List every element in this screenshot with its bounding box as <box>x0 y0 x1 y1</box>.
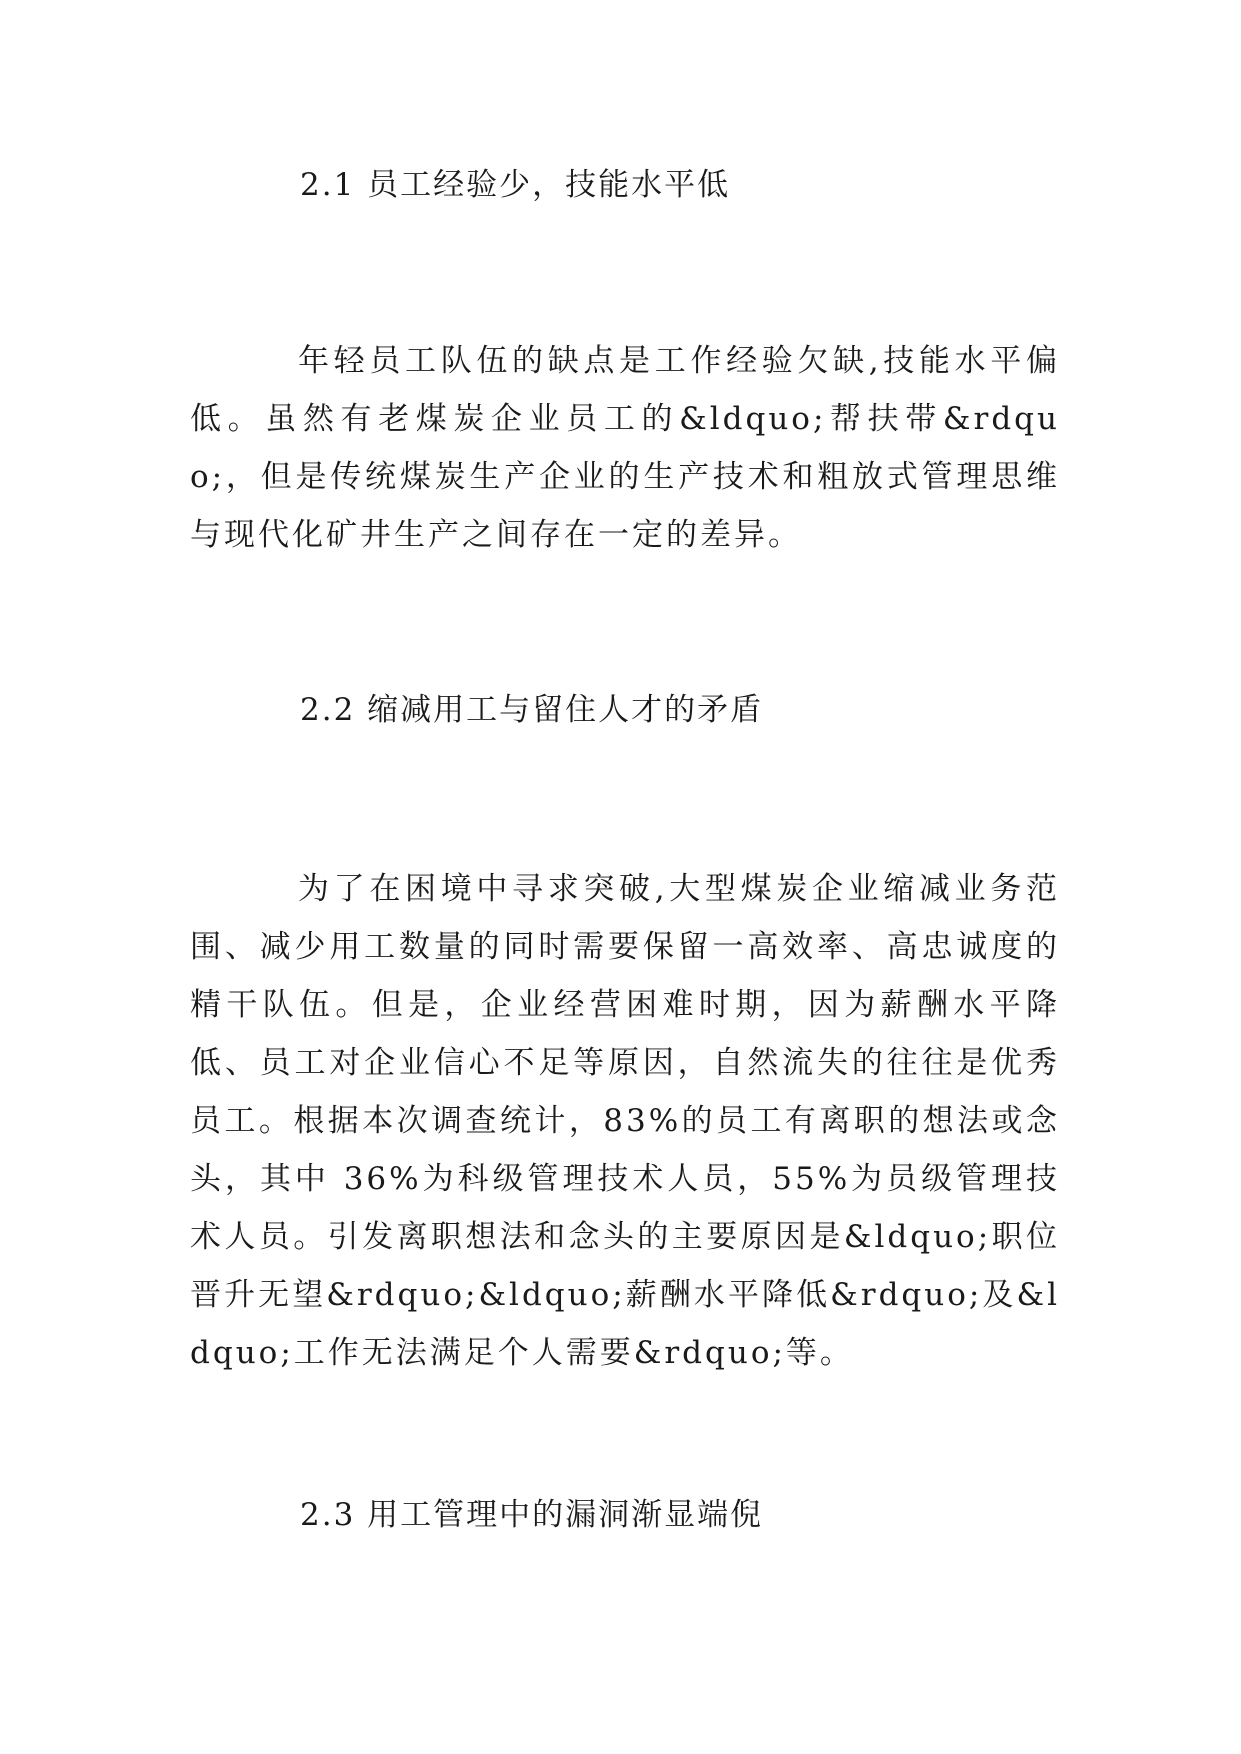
section-paragraph-2-2: 为了在困境中寻求突破,大型煤炭企业缩减业务范围、减少用工数量的同时需要保留一高效率、高忠诚度的精干队伍。但是，企业经营困难时期，因为薪酬水平降低、员工对企业信心不足等原因，自然流失的往往是优秀员工。根据本次调查统计，83%的员工有离职的想法或念头，其中 36%为科级管理技术人员，55%为员级管理技术人员。引发离职想法和念头的主要原因是&ldquo;职位晋升无望&rdquo;&ldquo;薪酬水平降低&rdquo;及&ldquo;工作无法满足个人需要&rdquo;等。 <box>190 871 1060 1371</box>
section-heading-2-2: 2.2 缩减用工与留住人才的矛盾 <box>300 692 764 728</box>
section-heading-2-1: 2.1 员工经验少，技能水平低 <box>300 167 731 203</box>
section-heading-2-3: 2.3 用工管理中的漏洞渐显端倪 <box>300 1497 764 1533</box>
section-paragraph-2-1: 年轻员工队伍的缺点是工作经验欠缺,技能水平偏低。虽然有老煤炭企业员工的&ldquo;帮扶带&rdquo;，但是传统煤炭生产企业的生产技术和粗放式管理思维与现代化矿井生产之间存在一定的差异。 <box>190 343 1060 553</box>
